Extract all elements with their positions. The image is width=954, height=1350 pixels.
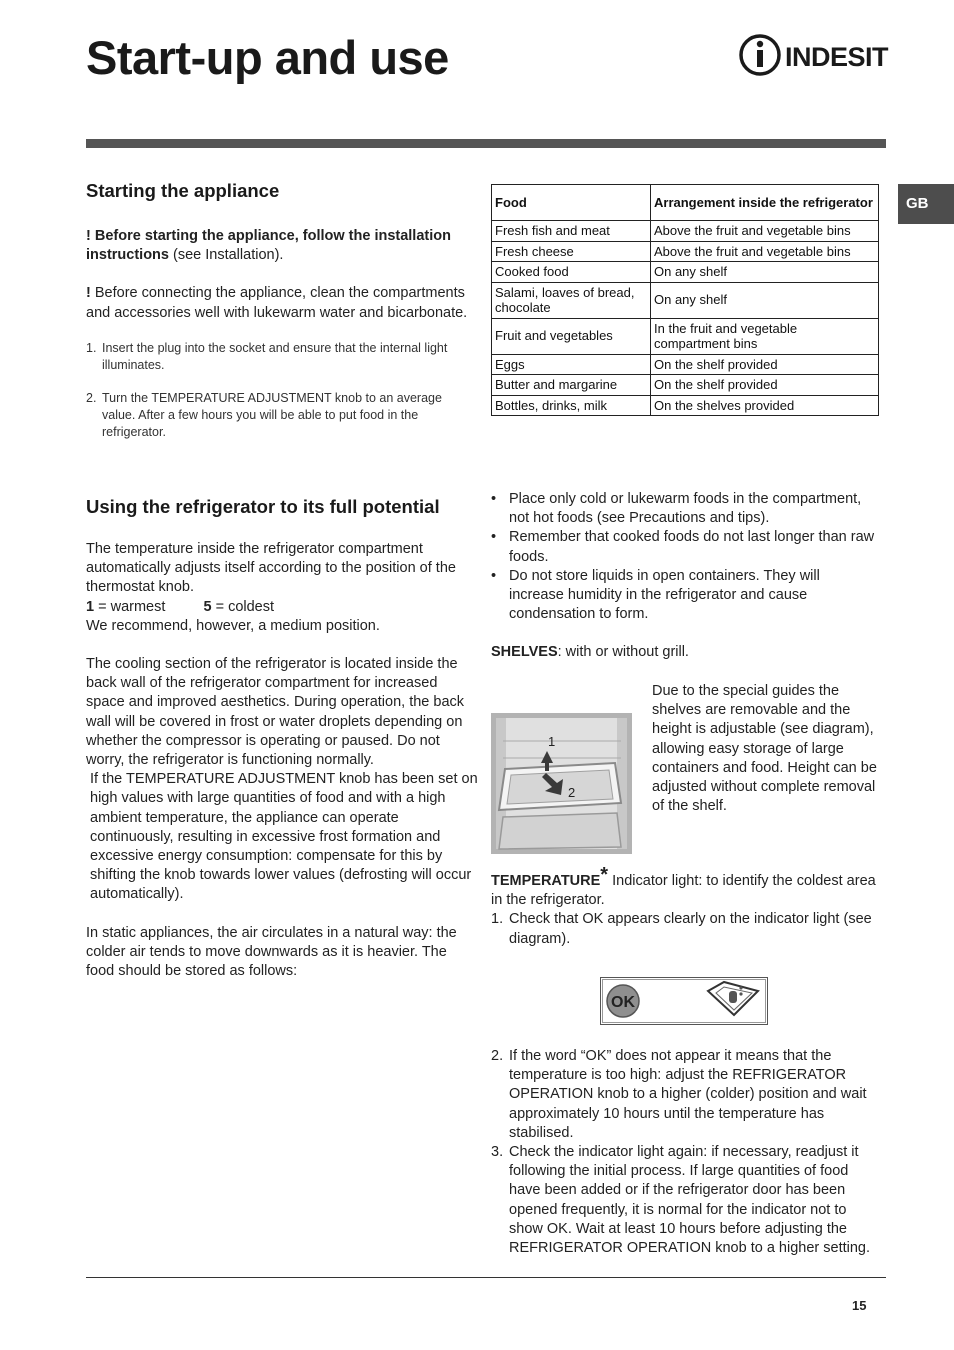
temperature-intro-text: Indicator light: to identify the coldest area in the refrigerator.	[491, 873, 876, 909]
step-text: Check the indicator light again: if necessary, readjust it following the initial process. If large quantities of food have been added or if the refrigerator door has been opened frequently, it is normal for the indicator not to show OK. Wait at least 10 hours before adjusting the REFRIGERATOR OPERATION knob to a higher setting.	[509, 1144, 871, 1257]
tip-text: Do not store liquids in open containers. They will increase humidity in the refrigerator and cause condensation to form.	[509, 567, 820, 623]
fig-label-2: 2	[568, 785, 576, 800]
fig-label-1: 1	[548, 734, 556, 749]
table-row	[492, 375, 879, 396]
table-row	[492, 318, 879, 354]
cell-arrangement: On the shelf provided	[651, 375, 879, 396]
cell-food: Salami, loaves of bread, chocolate	[492, 282, 651, 318]
header-food: Food	[492, 185, 651, 221]
cell-arrangement: On any shelf	[651, 262, 879, 283]
using-paragraph-1b: We recommend, however, a medium position.	[86, 617, 380, 634]
cell-arrangement: On the shelves provided	[651, 395, 879, 416]
using-paragraph-1: The temperature inside the refrigerator compartment automatically adjusts itself according to the position of the thermostat knob.	[86, 541, 456, 596]
starting-step	[86, 340, 478, 374]
cell-arrangement: On the shelf provided	[651, 354, 879, 375]
header-arrangement: Arrangement inside the refrigerator	[651, 185, 879, 221]
step-number: 1.	[491, 911, 504, 928]
temperature-steps-list	[491, 1047, 877, 1258]
using-paragraph-2: The cooling section of the refrigerator is located inside the back wall of the refrigerator compartment for increased space and improved aesthetics. During operation, the back wall will be covered in frost or water droplets depending on whether the compressor is operating or paused. Do not worry, the refrigerator is functioning normally.	[86, 656, 465, 769]
step-text: Check that OK appears clearly on the indicator light (see diagram).	[509, 911, 872, 947]
warning-1	[86, 227, 478, 265]
bottom-rule	[86, 1277, 886, 1278]
step-text: Turn the TEMPERATURE ADJUSTMENT knob to an average value. After a few hours you will be able to put food in the refrigerator.	[102, 390, 442, 439]
warning-1-mark: !	[86, 228, 91, 244]
table-row	[492, 282, 879, 318]
step-number: 3.	[491, 1144, 504, 1161]
cell-food: Bottles, drinks, milk	[492, 395, 651, 416]
table-row	[492, 262, 879, 283]
table-row	[492, 221, 879, 242]
temperature-steps-first	[491, 910, 876, 948]
step-number: 1.	[86, 340, 97, 355]
cell-food: Fresh fish and meat	[492, 221, 651, 242]
temperature-asterisk: *	[600, 864, 609, 886]
starting-heading: Starting the appliance	[86, 180, 280, 201]
tip-text: Place only cold or lukewarm foods in the compartment, not hot foods (see Precautions and tips).	[509, 491, 862, 527]
ok-text: OK	[611, 994, 635, 1011]
warning-2	[86, 284, 478, 322]
top-rule	[86, 139, 886, 148]
starting-steps	[86, 340, 478, 441]
shelves-label: SHELVES	[491, 644, 558, 661]
scale-cold-number: 5	[203, 598, 212, 615]
list-item: • Place only cold or lukewarm foods in the compartment, not hot foods (see Precautions and tips).	[491, 490, 876, 528]
cell-food: Eggs	[492, 354, 651, 375]
indesit-logo	[739, 32, 901, 78]
starting-section	[86, 180, 478, 441]
step-number: 2.	[491, 1048, 504, 1064]
cell-arrangement: In the fruit and vegetable compartment bins	[651, 318, 879, 354]
temperature-label: TEMPERATURE	[491, 873, 601, 889]
list-item: • Do not store liquids in open containers. They will increase humidity in the refrigerator and cause condensation to form.	[491, 567, 876, 625]
using-heading: Using the refrigerator to its full potential	[86, 496, 440, 517]
shelves-intro-text: : with or without grill.	[557, 644, 689, 661]
table-row	[492, 395, 879, 416]
warning-1-rest: (see Installation).	[173, 247, 284, 264]
cell-arrangement: On any shelf	[651, 282, 879, 318]
table-header-row	[492, 185, 879, 221]
scale-warm-number: 1	[86, 598, 95, 615]
cell-food: Fruit and vegetables	[492, 318, 651, 354]
using-paragraph-4: In static appliances, the air circulates in a natural way: the colder air tends to move downwards as it is heavier. The food should be stored as follows:	[86, 924, 457, 980]
cell-food: Butter and margarine	[492, 375, 651, 396]
food-arrangement-table	[491, 184, 879, 416]
shelf-diagram	[491, 713, 632, 854]
list-item: • Remember that cooked foods do not last longer than raw foods.	[491, 528, 876, 566]
warning-2-text: Before connecting the appliance, clean the compartments and accessories well with lukewarm water and bicarbonate.	[86, 285, 468, 321]
tips-section	[491, 490, 876, 663]
shelves-description: Due to the special guides the shelves are removable and the height is adjustable (see diagram), allowing easy storage of large containers and food. Height can be adjusted without complete removal of the shelf.	[652, 683, 877, 815]
using-section	[86, 496, 478, 981]
brand-wordmark: INDESIT	[785, 42, 889, 72]
scale-cold-label: = coldest	[215, 598, 275, 615]
table-row	[492, 241, 879, 262]
step-number: 2.	[86, 390, 97, 405]
tips-list	[491, 490, 876, 624]
warning-1-bold: Before starting the appliance, follow the installation instructions	[86, 228, 451, 264]
using-paragraph-3: If the TEMPERATURE ADJUSTMENT knob has been set on high values with large quantities of food and with a high ambient temperature, the appliance can operate continuously, resulting in excessive frost formation and excessive energy consumption: compensate for this by shifting the knob towards lower values (defrosting will occur automatically).	[90, 771, 478, 903]
temperature-section	[491, 864, 876, 949]
step-text: If the word “OK” does not appear it means that the temperature is too high: adjust the REFRIGERATOR OPERATION knob to a higher (colder) position and wait approximately 10 hours until the temperature has stabilised.	[509, 1048, 867, 1141]
table-row	[492, 354, 879, 375]
temperature-step	[491, 1143, 877, 1258]
starting-step	[86, 390, 478, 441]
temperature-step	[491, 910, 876, 948]
page-title: Start-up and use	[86, 31, 449, 84]
thermostat-scale	[86, 598, 478, 617]
warning-2-mark: !	[86, 285, 91, 302]
temperature-steps-rest	[491, 1047, 877, 1258]
scale-warm-label: = warmest	[98, 598, 166, 615]
shelves-intro	[491, 643, 876, 662]
tip-text: Remember that cooked foods do not last longer than raw foods.	[509, 529, 875, 565]
cell-food: Fresh cheese	[492, 241, 651, 262]
ok-indicator-diagram	[600, 977, 768, 1025]
page-number: 15	[852, 1298, 867, 1313]
temperature-step	[491, 1047, 877, 1143]
cell-arrangement: Above the fruit and vegetable bins	[651, 221, 879, 242]
temperature-intro	[491, 864, 876, 910]
thermometer-icon	[729, 991, 737, 1003]
cell-arrangement: Above the fruit and vegetable bins	[651, 241, 879, 262]
cell-food: Cooked food	[492, 262, 651, 283]
step-text: Insert the plug into the socket and ensure that the internal light illuminates.	[102, 340, 448, 372]
language-tab: GB	[898, 184, 954, 224]
